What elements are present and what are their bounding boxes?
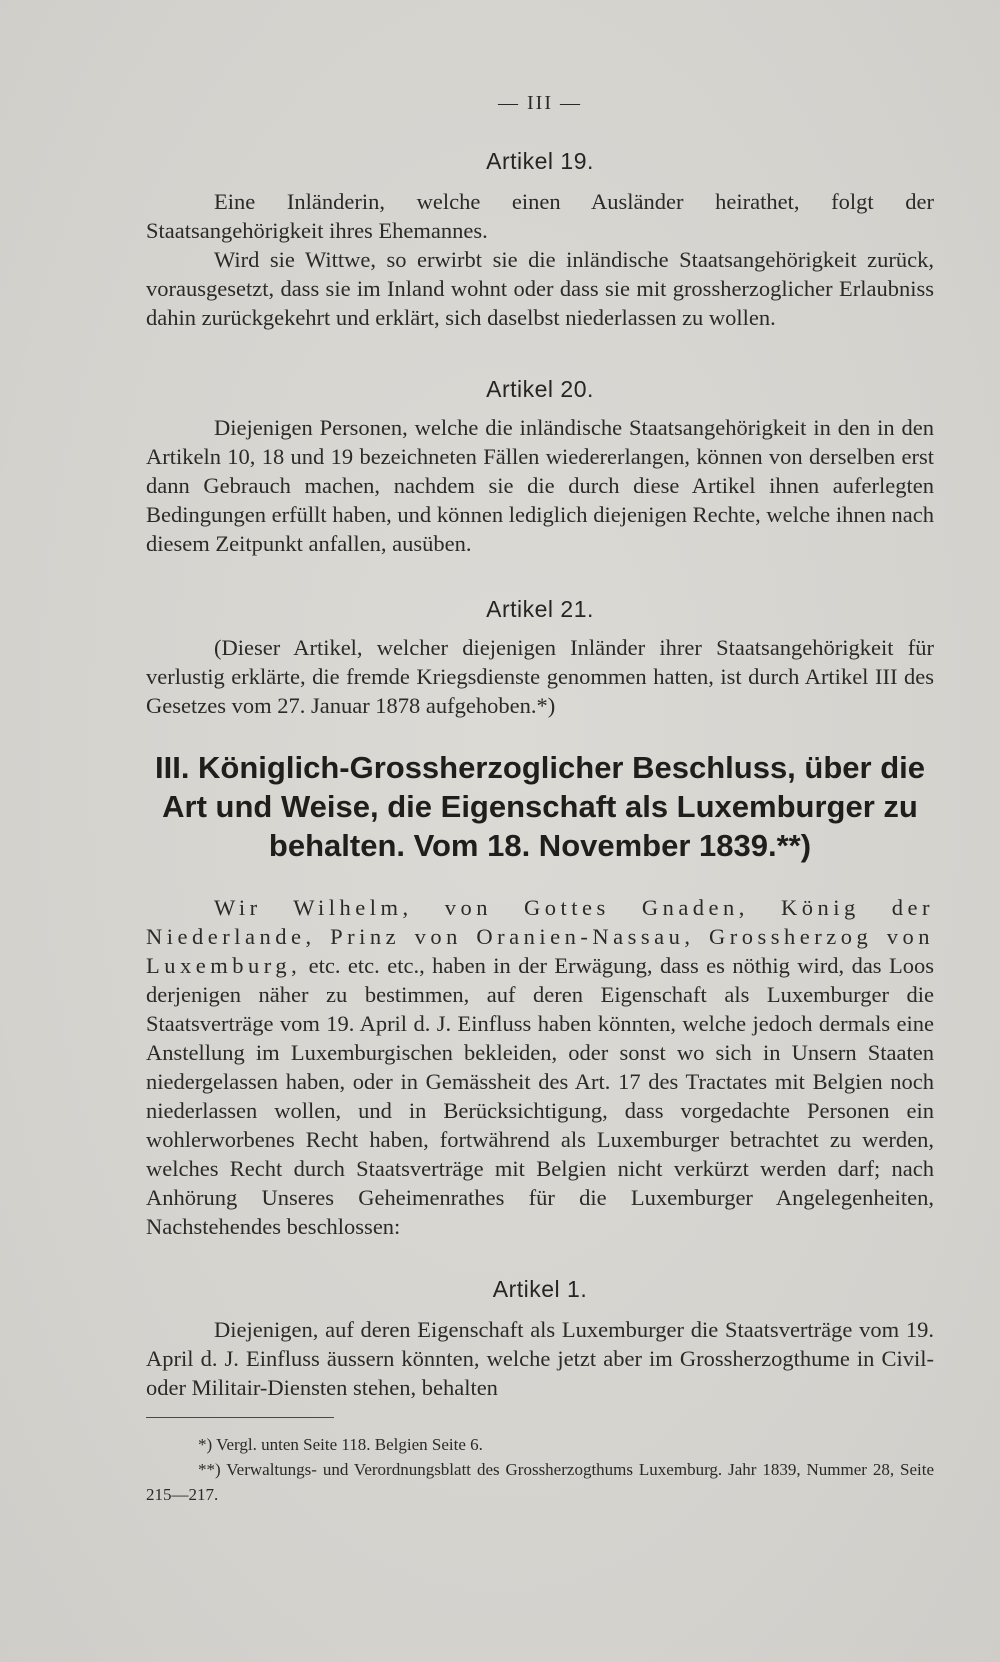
article-19-heading: Artikel 19.: [486, 148, 594, 174]
page-number: — III —: [498, 92, 582, 114]
section-3: [146, 748, 934, 1241]
article-20-heading: Artikel 20.: [486, 376, 594, 402]
article-1: [146, 1276, 934, 1402]
article-1-heading: Artikel 1.: [492, 1276, 588, 1302]
section-3-preamble: [146, 893, 934, 1241]
footnote-1: *) Vergl. unten Seite 118. Belgien Seite 6.: [198, 1435, 483, 1454]
section-3-preamble-spaced: Wir Wilhelm, von Gottes Gnaden, König der Niederlande, Prinz von Oranien-Nassau, Grossherzog von Luxemburg,: [146, 895, 934, 978]
article-21: [146, 596, 934, 720]
article-20: [146, 376, 934, 558]
section-3-title: III. Königlich-Grossherzoglicher Beschluss, über die Art und Weise, die Eigenschaft als Luxemburger zu behalten. Vom 18. November 1839.**): [154, 750, 925, 863]
footnote-separator: [146, 1417, 334, 1418]
footnotes: [146, 1432, 934, 1507]
article-21-heading: Artikel 21.: [486, 596, 594, 622]
article-21-paragraph-1: (Dieser Artikel, welcher diejenigen Inländer ihrer Staatsangehörigkeit für verlustig erklärte, die fremde Kriegsdienste genommen hatten, ist durch Artikel III des Gesetzes vom 27. Januar 1878 aufgehoben.*): [146, 635, 934, 718]
section-3-preamble-rest: etc. etc. etc., haben in der Erwägung, dass es nöthig wird, das Loos derjenigen näher zu bestimmen, auf deren Eigenschaft als Luxemburger die Staatsverträge vom 19. April d. J. Einfluss haben könnten, welche jedoch dermals eine Anstellung im Luxemburgischen bekleiden, oder sonst wo sich in Unsern Staaten niedergelassen haben, oder in Gemässheit des Art. 17 des Tractates mit Belgien noch niederlassen wollen, und in Berücksichtigung, dass vorgedachte Personen ein wohlerworbenes Recht haben, fortwährend als Luxemburger betrachtet zu werden, welches Recht durch Staatsverträge mit Belgien nicht verkürzt werden darf; nach Anhörung Unseres Geheimenrathes für die Luxemburger Angelegenheiten, Nachstehendes beschlossen:: [146, 953, 934, 1239]
article-19: [146, 148, 934, 332]
article-19-paragraph-2: Wird sie Wittwe, so erwirbt sie die inländische Staatsangehörigkeit zurück, vorausgesetzt, dass sie im Inland wohnt oder dass sie mit grossherzoglicher Erlaubniss dahin zurückgekehrt und erklärt, sich daselbst niederlassen zu wollen.: [146, 247, 934, 330]
article-19-paragraph-1: Eine Inländerin, welche einen Ausländer heirathet, folgt der Staatsangehörigkeit ihres Ehemannes.: [146, 189, 934, 243]
footnote-2: **) Verwaltungs- und Verordnungsblatt des Grossherzogthums Luxemburg. Jahr 1839, Nummer 28, Seite 215—217.: [146, 1460, 934, 1504]
article-1-paragraph-1: Diejenigen, auf deren Eigenschaft als Luxemburger die Staatsverträge vom 19. April d. J. Einfluss äussern könnten, welche jetzt aber im Grossherzogthume in Civil- oder Militair-Diensten stehen, behalten: [146, 1317, 934, 1400]
article-20-paragraph-1: Diejenigen Personen, welche die inländische Staatsangehörigkeit in den in den Artikeln 10, 18 und 19 bezeichneten Fällen wiedererlangen, können von derselben erst dann Gebrauch machen, nachdem sie die durch diese Artikel ihnen auferlegten Bedingungen erfüllt haben, und können lediglich diejenigen Rechte, welche ihnen nach diesem Zeitpunkt anfallen, ausüben.: [146, 415, 934, 556]
